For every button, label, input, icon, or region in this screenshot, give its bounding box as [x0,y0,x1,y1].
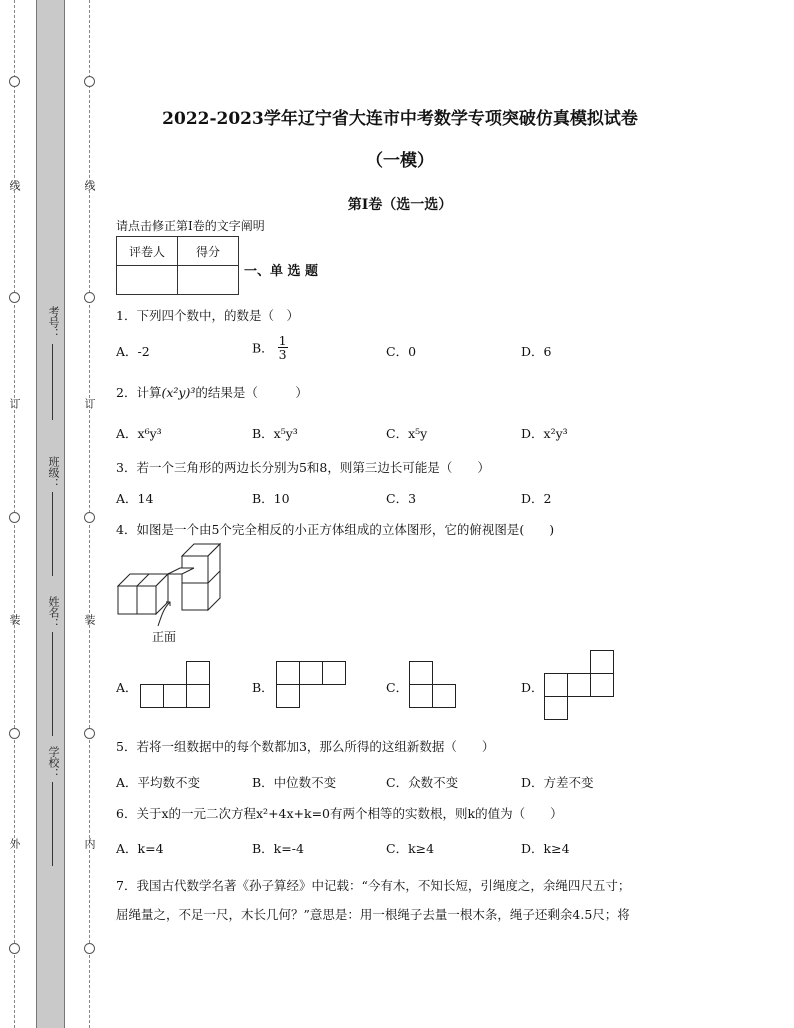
question-3: 3．若一个三角形的两边长分别为5和8，则第三边长可能是（ ） [116,460,490,475]
q4-c-square [409,684,433,708]
q1-option-d: D．6 [521,344,552,359]
q4-c-square [432,684,456,708]
q4-cube-lower [182,583,208,610]
q4-b-square [276,661,300,685]
q6-option-b: B．k=-4 [252,841,304,856]
q3-option-d: D．2 [521,491,552,506]
q4-cube-front-2 [137,586,156,614]
q2-option-d: D．x²y³ [521,426,568,441]
q5-option-a: A．平均数不变 [116,775,201,790]
question-4: 4．如图是一个由5个完全相反的小正方体组成的立体图形，它的俯视图是( ) [116,522,555,537]
inner-mark-ding: 订 [83,398,96,409]
inner-mark-zhuang: 装 [83,614,96,625]
punch-hole [9,728,20,739]
q4-front-label: 正面 [152,630,177,644]
q1-fraction [278,334,288,361]
q4-b-square [276,684,300,708]
question-1: 1．下列四个数中，的数是（ ） [116,308,299,323]
score-table-grader: 评卷人 [117,237,178,266]
q2-stem-prefix: 2．计算 [116,385,162,400]
q1-fraction-num: 1 [278,333,287,348]
score-table [116,236,239,295]
outer-mark-wai: 外 [8,838,21,849]
question-5: 5．若将一组数据中的每个数都加3，那么所得的这组新数据（ ） [116,739,495,754]
q1-option-b-prefix: B． [252,340,274,356]
outer-mark-zhuang: 装 [8,614,21,625]
q4-d-square [590,650,614,674]
q1-option-a: A．-2 [116,344,150,359]
field-name-line [52,632,53,736]
q4-a-square [186,684,210,708]
q4-cube-front-1 [118,586,137,614]
punch-hole [9,943,20,954]
q5-option-c: C．众数不变 [386,775,459,790]
q3-option-c: C．3 [386,491,417,506]
q4-option-b: B． [252,680,274,695]
q4-b-square [299,661,323,685]
q4-a-square [163,684,187,708]
punch-hole [84,512,95,523]
q6-option-c: C．k≥4 [386,841,435,856]
punch-hole [84,943,95,954]
q2-stem-suffix: 的结果是（ ） [195,385,308,400]
q4-a-square [186,661,210,685]
punch-hole [9,512,20,523]
section-title: 第I卷（选一选） [347,197,453,213]
score-table-score-cell [178,266,239,295]
field-exam-no: 考号： [47,306,60,339]
q2-option-c: C．x⁵y [386,426,428,441]
q4-c-square [409,661,433,685]
question-7-line-1: 7．我国古代数学名著《孙子算经》中记载：“今有木，不知长短，引绳度之，余绳四尺五寸； [116,878,631,893]
exam-title: 2022-2023学年辽宁省大连市中考数学专项突破仿真模拟试卷 [162,109,638,129]
field-school-line [52,782,53,866]
q1-option-c: C．0 [386,344,417,359]
inner-mark-xian: 线 [83,180,96,191]
score-table-grader-cell [117,266,178,295]
question-6: 6．关于x的一元二次方程x²+4x+k=0有两个相等的实数根，则k的值为（ ） [116,806,563,821]
field-school: 学校： [47,746,60,779]
punch-hole [84,728,95,739]
q4-option-a: A． [116,680,138,695]
part-one-heading: 一、单 选 题 [244,264,319,279]
q2-option-b: B．x⁵y³ [252,426,298,441]
field-class: 班级： [47,456,60,489]
outer-mark-ding: 订 [8,398,21,409]
q6-option-a: A．k=4 [116,841,164,856]
q2-option-a: A．x⁶y³ [116,426,162,441]
q4-d-square [567,673,591,697]
q4-b-square [322,661,346,685]
q3-option-a: A．14 [116,491,154,506]
punch-hole [84,76,95,87]
q4-d-square [590,673,614,697]
q3-option-b: B．10 [252,491,290,506]
q4-d-square [544,696,568,720]
punch-hole [9,76,20,87]
inner-mark-nei: 内 [83,838,96,849]
field-class-line [52,492,53,576]
q4-option-c: C． [386,680,409,695]
outer-mark-xian: 线 [8,180,21,191]
q5-option-b: B．中位数不变 [252,775,337,790]
exam-subtitle: （一模） [366,151,434,171]
punch-hole [84,292,95,303]
section-instruction: 请点击修正第I卷的文字阐明 [116,219,265,233]
field-name: 姓名： [47,596,60,629]
q1-fraction-den: 3 [278,347,287,362]
binding-strip [36,0,65,1028]
q5-option-d: D．方差不变 [521,775,594,790]
question-2 [116,383,308,401]
q1-option-b [252,334,288,361]
question-7-line-2: 屈绳量之，不足一尺，木长几何？”意思是：用一根绳子去量一根木条，绳子还剩余4.5尺；将 [116,907,630,922]
q4-a-square [140,684,164,708]
q4-d-square [544,673,568,697]
q2-stem-expr: (x²y)³ [161,385,196,400]
field-exam-no-line [52,344,53,420]
q6-option-d: D．k≥4 [521,841,570,856]
score-table-score: 得分 [178,237,239,266]
q4-option-d: D． [521,680,544,695]
punch-hole [9,292,20,303]
